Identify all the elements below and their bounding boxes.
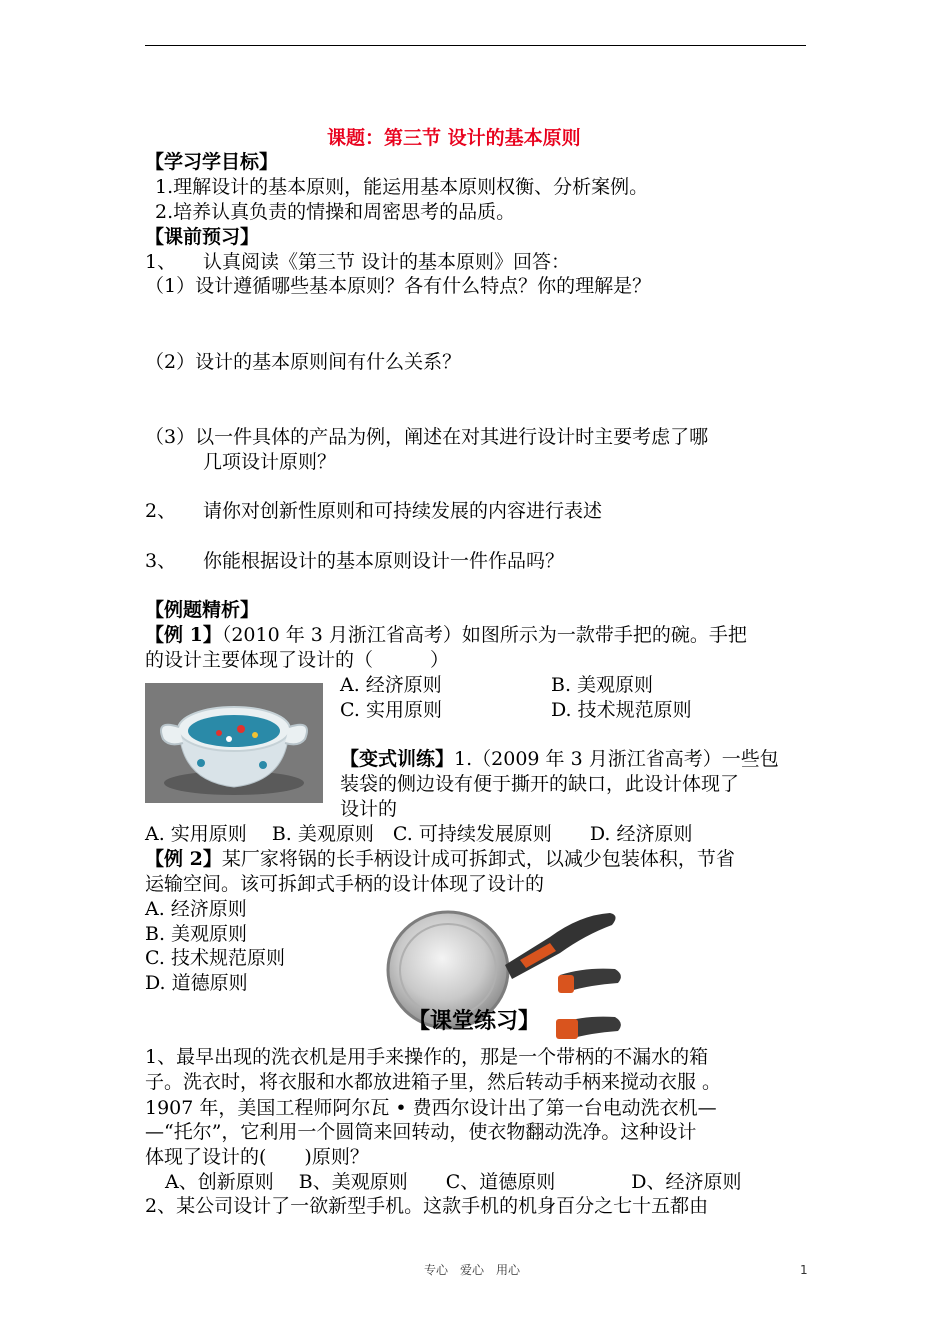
- example-2-option-c: C. 技术规范原则: [145, 947, 285, 969]
- page-title: 课题：第三节 设计的基本原则: [327, 127, 581, 149]
- variant-training-label: 【变式训练】: [340, 748, 455, 770]
- page-number: 1: [800, 1263, 808, 1277]
- preview-heading: 【课前预习】: [145, 226, 260, 248]
- example-1-option-d: D. 技术规范原则: [551, 699, 692, 721]
- example-2-option-d: D. 道德原则: [145, 972, 248, 994]
- example-1-option-a: A. 经济原则: [340, 674, 442, 696]
- practice-q1-line5: 体现了设计的( )原则？: [145, 1146, 369, 1168]
- example-1-line1: [145, 623, 747, 647]
- preview-q1-number: 1、: [145, 251, 177, 273]
- example-1-option-b: B. 美观原则: [551, 674, 654, 696]
- variant-training-line1: [340, 747, 779, 771]
- variant-training-line2: 装袋的侧边设有便于撕开的缺口，此设计体现了: [340, 773, 740, 795]
- goal-item-1: 1.理解设计的基本原则，能运用基本原则权衡、分析案例。: [155, 176, 649, 198]
- variant-training-options: A. 实用原则 B. 美观原则 C. 可持续发展原则 D. 经济原则: [145, 823, 693, 845]
- header-rule: [145, 45, 806, 46]
- preview-q1-text: 认真阅读《第三节 设计的基本原则》回答：: [203, 251, 571, 273]
- practice-q1-options: A、创新原则 B、美观原则 C、道德原则 D、经济原则: [165, 1171, 742, 1193]
- goals-heading: 【学习学目标】: [145, 151, 279, 173]
- practice-heading: 【课堂练习】: [408, 1008, 541, 1034]
- example-2-text: 某厂家将锅的长手柄设计成可拆卸式，以减少包装体积，节省: [221, 848, 735, 870]
- example-2-line1: [145, 847, 735, 871]
- preview-q2-text: 请你对创新性原则和可持续发展的内容进行表述: [203, 500, 603, 522]
- example-1-label: 【例 1】: [145, 624, 222, 646]
- example-1-option-c: C. 实用原则: [340, 699, 442, 721]
- preview-q3-number: 3、: [145, 550, 177, 572]
- practice-q1-line3: 1907 年，美国工程师阿尔瓦 • 费西尔设计出了第一台电动洗衣机—: [145, 1097, 717, 1119]
- goal-item-2: 2.培养认真负责的情操和周密思考的品质。: [155, 201, 516, 223]
- example-1-line2: 的设计主要体现了设计的（ ）: [145, 649, 450, 671]
- preview-sub-question-3-line2: 几项设计原则？: [203, 451, 337, 473]
- preview-sub-question-2: （2）设计的基本原则间有什么关系？: [145, 351, 462, 373]
- preview-q3-text: 你能根据设计的基本原则设计一件作品吗？: [203, 550, 565, 572]
- practice-q1-line2: 子。洗衣时，将衣服和水都放进箱子里，然后转动手柄来搅动衣服 。: [145, 1071, 722, 1093]
- example-2-option-b: B. 美观原则: [145, 923, 248, 945]
- example-2-option-a: A. 经济原则: [145, 898, 247, 920]
- practice-q2-line1: 2、某公司设计了一欲新型手机。这款手机的机身百分之七十五都由: [145, 1195, 709, 1217]
- preview-sub-question-3-line1: （3）以一件具体的产品为例，阐述在对其进行设计时主要考虑了哪: [145, 426, 709, 448]
- example-2-line2: 运输空间。该可拆卸式手柄的设计体现了设计的: [145, 873, 545, 895]
- preview-sub-question-1: （1）设计遵循哪些基本原则？各有什么特点？你的理解是？: [145, 275, 652, 297]
- practice-q1-line1: 1、最早出现的洗衣机是用手来操作的，那是一个带柄的不漏水的箱: [145, 1046, 709, 1068]
- practice-q1-line4: —“托尔”，它利用一个圆筒来回转动，使衣物翻动洗净。这种设计: [145, 1121, 697, 1143]
- example-2-label: 【例 2】: [145, 848, 222, 870]
- variant-training-line3: 设计的: [340, 798, 398, 820]
- example-1-text: （2010 年 3 月浙江省高考）如图所示为一款带手把的碗。手把: [221, 624, 747, 646]
- preview-q2-number: 2、: [145, 500, 177, 522]
- bowl-with-handles-photo: [145, 683, 323, 803]
- variant-training-text: 1.（2009 年 3 月浙江省高考）一些包: [454, 748, 779, 770]
- footer-motto: 专心 爱心 用心: [424, 1263, 521, 1277]
- examples-heading: 【例题精析】: [145, 599, 260, 621]
